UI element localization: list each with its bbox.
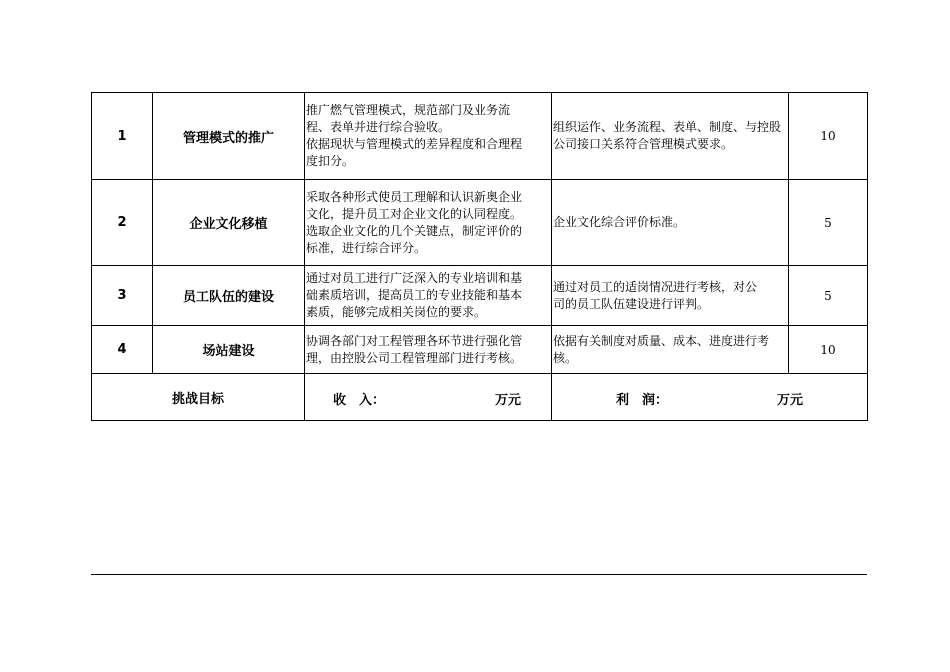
standard-line: 公司接口关系符合管理模式要求。: [553, 137, 734, 151]
standard-line: 核。: [553, 350, 578, 365]
item-score: 5: [789, 180, 868, 266]
table-row: [92, 326, 868, 374]
description-line: 依据现状与管理模式的差异程度和合理程: [306, 137, 523, 151]
challenge-target-row: [92, 374, 868, 421]
description-line: 采取各种形式使员工理解和认识新奥企业: [306, 189, 523, 204]
description-line: 素质，能够完成相关岗位的要求。: [306, 305, 487, 319]
table-row: [92, 266, 868, 326]
description-line: 础素质培训，提高员工的专业技能和基本: [306, 288, 523, 302]
item-name: 员工队伍的建设: [153, 266, 305, 326]
description-line: 推广燃气管理模式，规范部门及业务流: [306, 103, 511, 117]
description-line: 理，由控股公司工程管理部门进行考核。: [306, 350, 523, 365]
table-row: [92, 180, 868, 266]
item-description: [305, 326, 552, 374]
item-name: 场站建设: [153, 326, 305, 374]
item-description: [305, 266, 552, 326]
standard-line: 组织运作、业务流程、表单、制度、与控股: [553, 120, 782, 134]
description-line: 程、表单并进行综合验收。: [306, 120, 451, 134]
description-line: 度扣分。: [306, 154, 355, 168]
standard-line: 通过对员工的适岗情况进行考核，对公: [553, 279, 758, 294]
row-number: 1: [92, 93, 153, 180]
row-number: 3: [92, 266, 153, 326]
description-line: 标准，进行综合评分。: [306, 240, 427, 255]
description-line: 通过对员工进行广泛深入的专业培训和基: [306, 271, 523, 285]
income-label: 收 入：: [333, 393, 386, 408]
evaluation-standard: [552, 266, 789, 326]
profit-unit: 万元: [777, 393, 804, 408]
kpi-table: [91, 92, 868, 421]
footer-rule: [91, 574, 867, 575]
description-line: 文化，提升员工对企业文化的认同程度。: [306, 206, 523, 221]
evaluation-standard: [552, 93, 789, 180]
item-description: [305, 180, 552, 266]
profit-cell: [552, 374, 868, 421]
challenge-target-label: 挑战目标: [92, 374, 305, 421]
item-description: [305, 93, 552, 180]
item-score: 10: [789, 326, 868, 374]
item-name: 管理模式的推广: [153, 93, 305, 180]
income-unit: 万元: [495, 393, 522, 408]
description-line: 协调各部门对工程管理各环节进行强化管: [306, 333, 523, 348]
row-number: 2: [92, 180, 153, 266]
profit-label: 利 润：: [616, 393, 669, 408]
evaluation-standard: [552, 326, 789, 374]
table-row: [92, 93, 868, 180]
description-line: 选取企业文化的几个关键点，制定评价的: [306, 223, 523, 238]
standard-line: 企业文化综合评价标准。: [553, 215, 686, 229]
income-cell: [305, 374, 552, 421]
evaluation-standard: [552, 180, 789, 266]
item-score: 10: [789, 93, 868, 180]
standard-line: 依据有关制度对质量、成本、进度进行考: [553, 333, 770, 348]
item-score: 5: [789, 266, 868, 326]
item-name: 企业文化移植: [153, 180, 305, 266]
row-number: 4: [92, 326, 153, 374]
standard-line: 司的员工队伍建设进行评判。: [553, 296, 710, 311]
